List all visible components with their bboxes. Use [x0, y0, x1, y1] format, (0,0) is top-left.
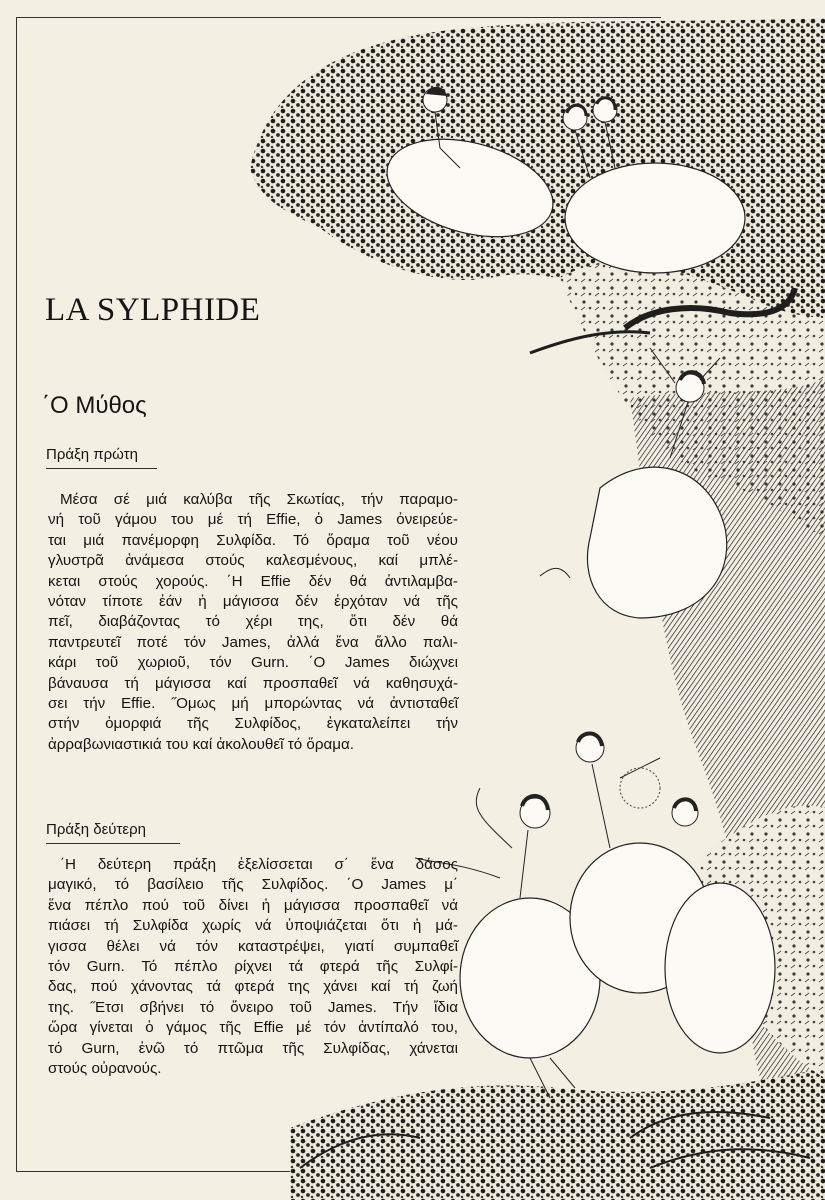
- section-subtitle: ΄Ο Μύθος: [42, 392, 147, 419]
- paragraph-line: ἕνα πέπλο πού τοῦ δίνει ἡ μάγισσα προσπαθεῖ νά: [48, 896, 458, 914]
- paragraph-line: μαγικό, τό βασίλειο τῆς Συλφίδος. ΄Ο James μ΄: [48, 876, 458, 894]
- paragraph-line: γλυστρᾶ ἀνάμεσα στούς καλεσμένους, καί μπλέ-: [48, 552, 458, 570]
- paragraph-line: γισσα θέλει νά τόν καταστρέψει, γιατί συμπαθεῖ: [48, 937, 458, 955]
- act-two-paragraph: [48, 855, 458, 1079]
- paragraph-line: ἀρραβωνιαστικιά του καί ἀκολουθεῖ τό ὅραμα.: [48, 735, 354, 753]
- paragraph-line: νόταν τίποτε ἐάν ἡ μάγισσα δέν ἐρχόταν νά τῆς: [48, 593, 458, 611]
- paragraph-line: ὥρα γίνεται ὁ γάμος τῆς Effie μέ τόν ἀντίπαλό του,: [48, 1019, 458, 1037]
- act-one-paragraph: [48, 490, 458, 755]
- paragraph-line: ται μιά πανέμορφη Συλφίδα. Τό ὅραμα τοῦ νέου: [48, 531, 458, 549]
- paragraph-line: στήν ὀμορφιά τῆς Συλφίδος, ἐγκαταλείπει τήν: [48, 715, 458, 733]
- frame-left-rule: [16, 17, 17, 1172]
- tree-trunk: [530, 288, 825, 1178]
- paragraph-line: τόν Gurn. Τό πέπλο ρίχνει τά φτερά τῆς Συλφί-: [48, 958, 458, 976]
- paragraph-line: σει τήν Effie. ˝Ομως μή μπορώντας νά ἀντισταθεῖ: [48, 695, 458, 713]
- paragraph-line: τό Gurn, ἐνῶ τό πτῶμα τῆς Συλφίδας, χάνεται: [48, 1039, 458, 1057]
- paragraph-line: κάρι τοῦ χωριοῦ, τόν Gurn. ΄Ο James διώχνει: [48, 654, 458, 672]
- paragraph-line: της. ˝Ετσι σβήνει τό ὄνειρο τοῦ James. Τήν ἴδια: [48, 998, 458, 1016]
- paragraph-line: δας, πού χάνοντας τά φτερά της χάνει καί τή ζωή: [48, 978, 458, 996]
- paragraph-line: κεται στούς χορούς. ΄Η Effie δέν θά ἀντιλαμβα-: [48, 572, 458, 590]
- paragraph-line: παντρευτεῖ ποτέ τόν James, ἀλλά ἕνα ἄλλο παλι-: [48, 633, 458, 651]
- act-one-heading: Πράξη πρώτη: [46, 446, 157, 469]
- page-title: LA SYLPHIDE: [45, 292, 261, 328]
- paragraph-line: Μέσα σέ μιά καλύβα τῆς Σκωτίας, τήν παραμο-: [60, 491, 458, 508]
- paragraph-line: νή τοῦ γάμου του μέ τή Effie, ὁ James ὀνειρεύε-: [48, 511, 458, 529]
- paragraph-line: στούς οὐρανούς.: [48, 1060, 162, 1078]
- paragraph-line: πιάσει τή Συλφίδα χωρίς νά ὑποψιάζεται ὅτι ἡ μά-: [48, 917, 458, 935]
- paragraph-line: ΄Η δεύτερη πράξη ἐξελίσσεται σ΄ ἕνα δάσος: [60, 856, 458, 873]
- paragraph-line: πεῖ, διαβάζοντας τό χέρι της, ὅτι δέν θά: [48, 613, 458, 631]
- act-two-heading: Πράξη δεύτερη: [46, 821, 180, 844]
- paragraph-line: βάναυσα τή μάγισσα καί προσπαθεῖ νά καθησυχά-: [48, 674, 458, 692]
